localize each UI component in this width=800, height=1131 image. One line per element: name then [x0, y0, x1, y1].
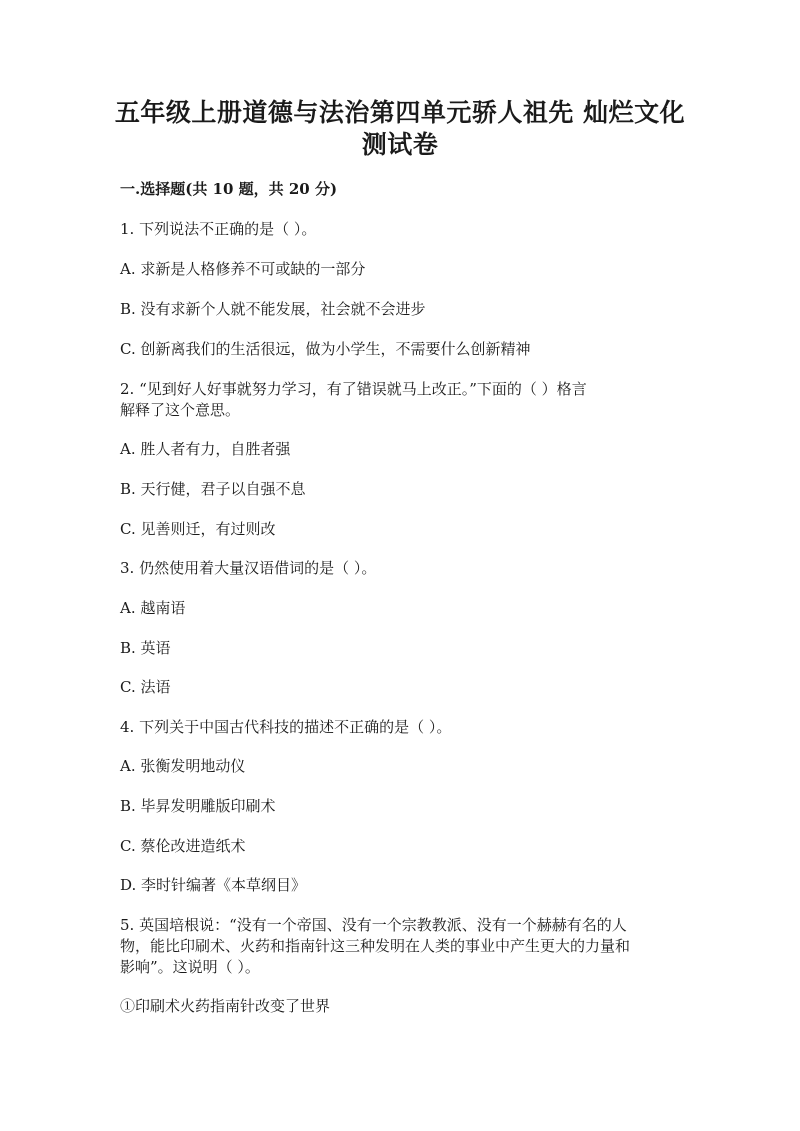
question-2-stem-line-1: 2. “见到好人好事就努力学习，有了错误就马上改正。”下面的（ ）格言 — [120, 380, 587, 398]
question-1-option-b: B. 没有求新个人就不能发展，社会就不会进步 — [120, 300, 426, 318]
question-2-stem-line-2: 解释了这个意思。 — [120, 401, 241, 419]
question-2-option-c: C. 见善则迁，有过则改 — [120, 520, 276, 538]
question-1-stem: 1. 下列说法不正确的是（ ）。 — [120, 220, 317, 238]
question-5-stem-line-1: 5. 英国培根说：“没有一个帝国、没有一个宗教教派、没有一个赫赫有名的人 — [120, 916, 627, 934]
question-5-stem-line-3: 影响”。这说明（ ）。 — [120, 958, 260, 976]
question-1-option-a: A. 求新是人格修养不可或缺的一部分 — [120, 260, 366, 278]
question-4-option-a: A. 张衡发明地动仪 — [120, 757, 246, 775]
question-3-option-b: B. 英语 — [120, 639, 171, 657]
question-5-stem-line-2: 物，能比印刷术、火药和指南针这三种发明在人类的事业中产生更大的力量和 — [120, 937, 631, 955]
exam-title-line-2: 测试卷 — [361, 130, 439, 159]
question-4-option-d: D. 李时针编著《本草纲目》 — [120, 876, 307, 894]
question-2-option-a: A. 胜人者有力，自胜者强 — [120, 440, 291, 458]
question-4-option-c: C. 蔡伦改进造纸术 — [120, 837, 246, 855]
question-1-option-c: C. 创新离我们的生活很远，做为小学生，不需要什么创新精神 — [120, 340, 531, 358]
question-2-option-b: B. 天行健，君子以自强不息 — [120, 480, 306, 498]
section-heading: 一.选择题(共 10 题，共 20 分) — [120, 180, 338, 198]
question-3-option-a: A. 越南语 — [120, 599, 186, 617]
question-3-option-c: C. 法语 — [120, 678, 171, 696]
question-3-stem: 3. 仍然使用着大量汉语借词的是（ ）。 — [120, 559, 377, 577]
question-4-stem: 4. 下列关于中国古代科技的描述不正确的是（ ）。 — [120, 718, 452, 736]
exam-title-line-1: 五年级上册道德与法治第四单元骄人祖先 灿烂文化 — [114, 98, 686, 127]
question-5-option-1: ①印刷术火药指南针改变了世界 — [120, 997, 331, 1015]
question-4-option-b: B. 毕昇发明雕版印刷术 — [120, 797, 276, 815]
